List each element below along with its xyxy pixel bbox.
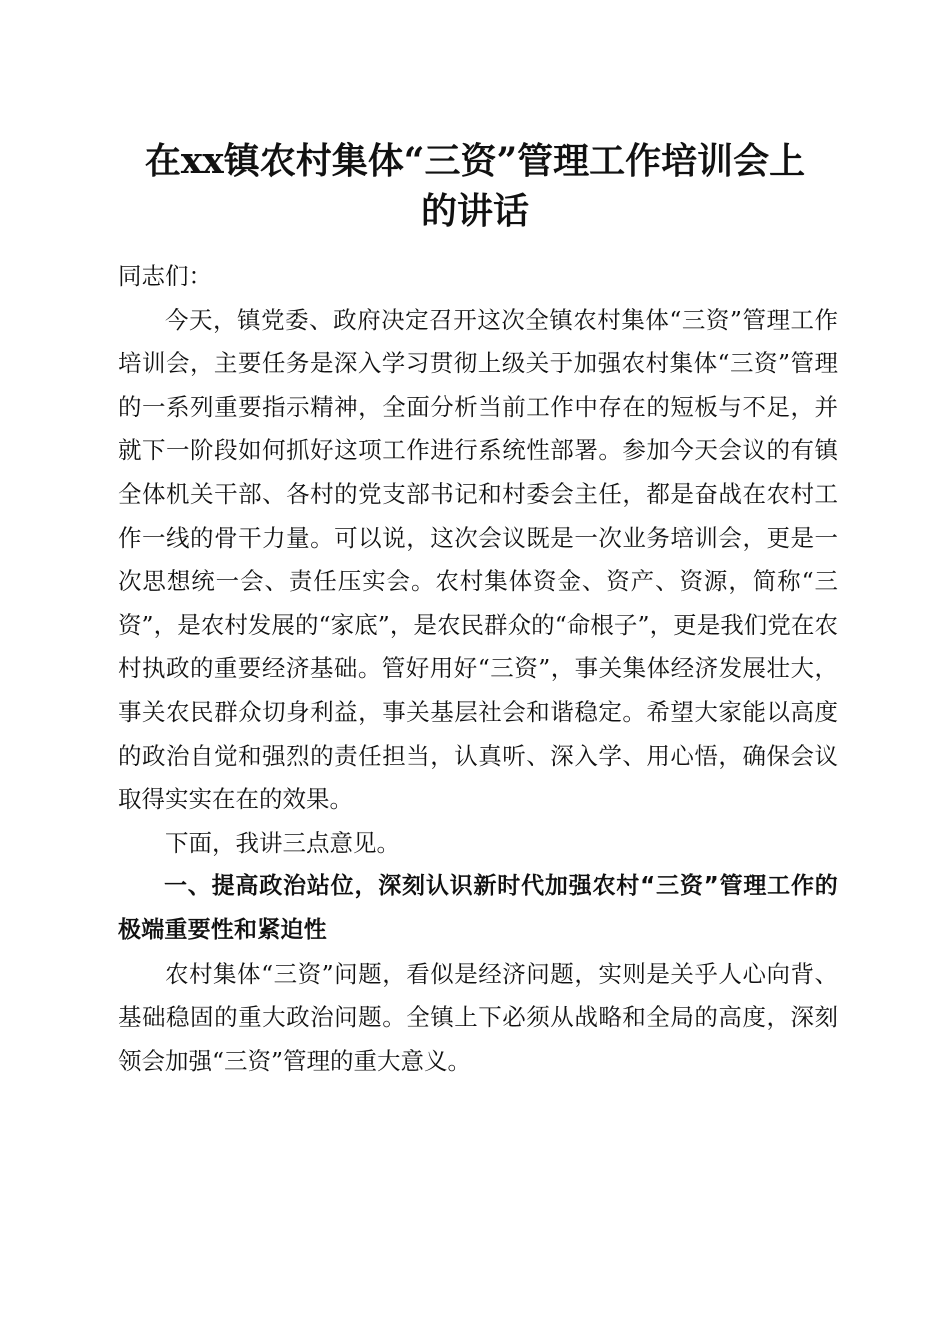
section-heading-1: 一、提高政治站位，深刻认识新时代加强农村“三资”管理工作的极端重要性和紧迫性 [118,873,838,943]
document-title [100,136,850,236]
title-line-1: 在xx镇农村集体“三资”管理工作培训会上 [144,140,806,182]
title-line-2: 的讲话 [420,190,529,232]
section-1-paragraph: 农村集体“三资”问题，看似是经济问题，实则是关乎人心向背、基础稳固的重大政治问题。全镇上下必须从战略和全局的高度，深刻领会加强“三资”管理的重大意义。 [118,959,838,1075]
paragraph-transition: 下面，我讲三点意见。 [165,828,400,857]
document-body [118,255,838,1083]
paragraph-opening: 今天，镇党委、政府决定召开这次全镇农村集体“三资”管理工作培训会，主要任务是深入学习贯彻上级关于加强农村集体“三资”管理的一系列重要指示精神，全面分析当前工作中存在的短板与不足，并就下一阶段如何抓好这项工作进行系统性部署。参加今天会议的有镇全体机关干部、各村的党支部书记和村委会主任，都是奋战在农村工作一线的骨干力量。可以说，这次会议既是一次业务培训会，更是一次思想统一会、责任压实会。农村集体资金、资产、资源，简称“三资”，是农村发展的“家底”，是农民群众的“命根子”，更是我们党在农村执政的重要经济基础。管好用好“三资”，事关集体经济发展壮大，事关农民群众切身利益，事关基层社会和谐稳定。希望大家能以高度的政治自觉和强烈的责任担当，认真听、深入学、用心悟，确保会议取得实实在在的效果。 [118,305,838,814]
salutation: 同志们： [118,262,212,290]
